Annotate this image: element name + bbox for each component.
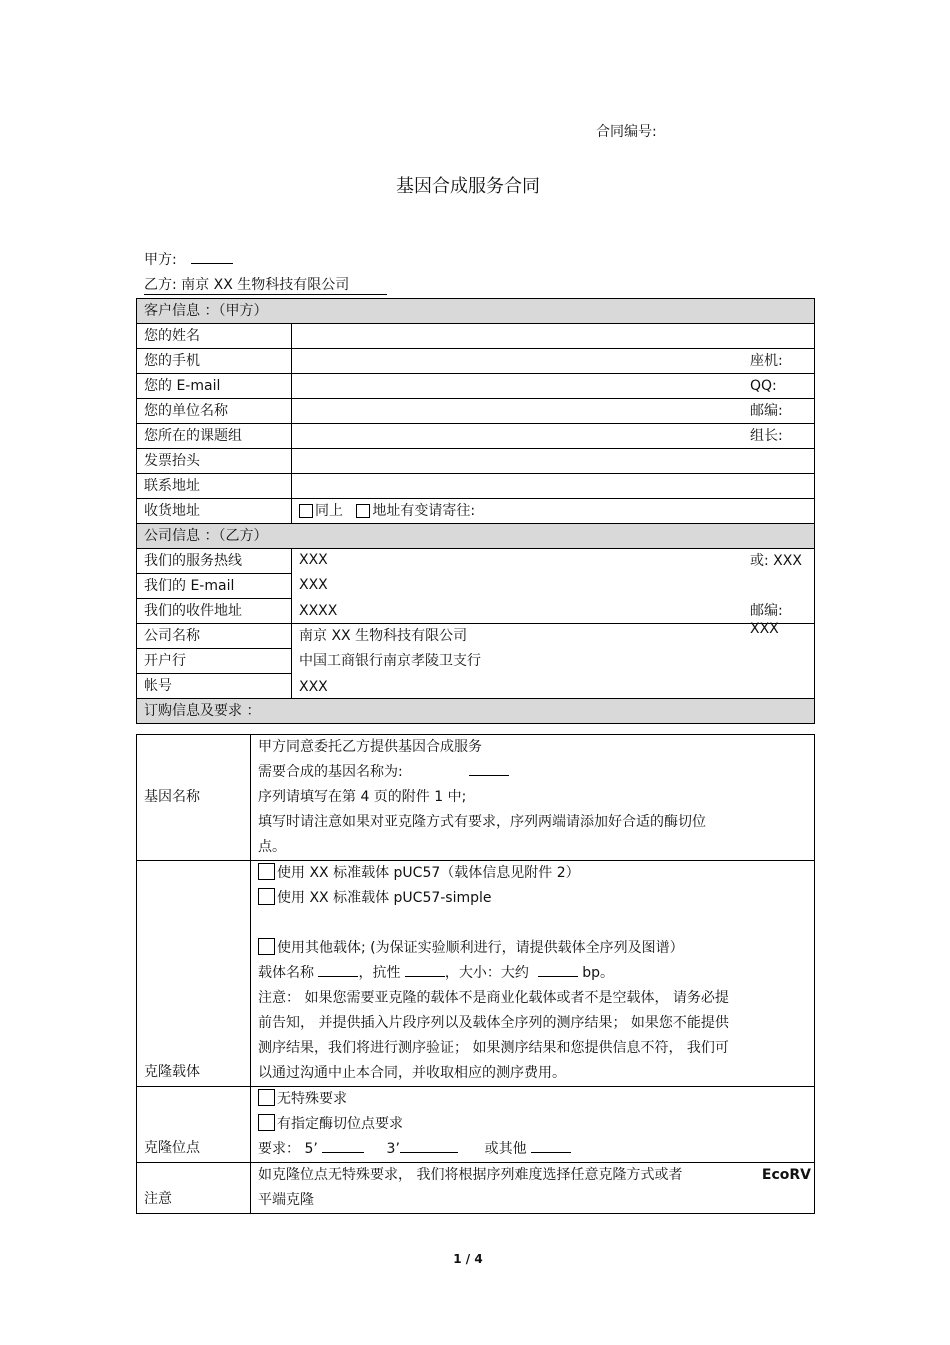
changed-address-checkbox[interactable] bbox=[356, 504, 370, 518]
vector-line-2: 使用 XX 标准载体 pUC57-simple bbox=[258, 886, 814, 911]
shipping-address-options bbox=[292, 499, 815, 524]
size-blank[interactable] bbox=[538, 964, 578, 977]
leader-label: 组长: bbox=[750, 428, 783, 444]
gene-name-label: 基因名称 bbox=[137, 735, 251, 861]
changed-address-label: 地址有变请寄往: bbox=[372, 503, 476, 519]
order-table bbox=[136, 734, 815, 1214]
vector-line-7: 测序结果，我们将进行测序验证； 如果测序结果和您提供信息不符， 我们可 bbox=[258, 1040, 729, 1056]
vector-spacer bbox=[258, 911, 814, 936]
company-name-label: 公司名称 bbox=[137, 624, 292, 649]
party-a-label: 甲方: bbox=[144, 252, 177, 268]
site-line-3: 要求： 5’ 3’ 或其他 bbox=[258, 1137, 814, 1162]
site-line-1: 无特殊要求 bbox=[258, 1087, 814, 1112]
customer-email-label: 您的 E-mail bbox=[137, 374, 292, 399]
postcode-label: 邮编: bbox=[750, 403, 783, 419]
gene-name-content bbox=[251, 735, 815, 861]
note-line-1: 如克隆位点无特殊要求， 我们将根据序列难度选择任意克隆方式或者 EcoRV bbox=[258, 1163, 814, 1188]
no-requirement-checkbox[interactable] bbox=[258, 1089, 275, 1106]
customer-group-label: 您所在的课题组 bbox=[137, 424, 292, 449]
vector-line-5: 注意： 如果您需要亚克隆的载体不是商业化载体或者不是空载体， 请务必提 bbox=[258, 990, 729, 1006]
company-address-label: 我们的收件地址 bbox=[137, 599, 292, 624]
company-section-header: 公司信息 ：（乙方） bbox=[137, 524, 815, 549]
party-a bbox=[144, 249, 233, 269]
cloning-site-content bbox=[251, 1087, 815, 1163]
shipping-address-label: 收货地址 bbox=[137, 499, 292, 524]
vector-name-blank[interactable] bbox=[318, 964, 358, 977]
standard-vector-checkbox[interactable] bbox=[258, 863, 275, 880]
landline-label: 座机: bbox=[750, 353, 783, 369]
company-bank-values bbox=[292, 624, 815, 699]
order-section-header: 订购信息及要求 ： bbox=[137, 699, 815, 724]
hotline-value: XXX bbox=[299, 552, 328, 568]
vector-line-4: 载体名称 ，抗性 ，大小：大约 bp。 bbox=[258, 965, 615, 981]
page-title: 基因合成服务合同 bbox=[396, 176, 540, 197]
gene-line-3: 序列请填写在第 4 页的附件 1 中; bbox=[258, 789, 467, 805]
cloning-site-label: 克隆位点 bbox=[137, 1087, 251, 1163]
customer-unit-label: 您的单位名称 bbox=[137, 399, 292, 424]
contact-address-field[interactable] bbox=[292, 474, 815, 499]
customer-unit-field[interactable] bbox=[292, 399, 815, 424]
enzyme-site-checkbox[interactable] bbox=[258, 1114, 275, 1131]
gene-line-4: 填写时请注意如果对亚克隆方式有要求，序列两端请添加好合适的酶切位 bbox=[258, 814, 706, 830]
company-email-label: 我们的 E-mail bbox=[137, 574, 292, 599]
account-value: XXX bbox=[299, 679, 328, 695]
site-5-blank[interactable] bbox=[322, 1140, 364, 1153]
contact-address-label: 联系地址 bbox=[137, 474, 292, 499]
same-address-checkbox[interactable] bbox=[299, 504, 313, 518]
note-line-2: 平端克隆 bbox=[258, 1192, 314, 1208]
vector-line-6: 前告知， 并提供插入片段序列以及载体全序列的测序结果； 如果您不能提供 bbox=[258, 1015, 729, 1031]
invoice-title-label: 发票抬头 bbox=[137, 449, 292, 474]
vector-line-8: 以通过沟通中止本合同，并收取相应的测序费用。 bbox=[258, 1065, 566, 1081]
gene-line-1: 甲方同意委托乙方提供基因合成服务 bbox=[258, 739, 482, 755]
note-content bbox=[251, 1163, 815, 1214]
resistance-blank[interactable] bbox=[405, 964, 445, 977]
customer-name-field[interactable] bbox=[292, 324, 815, 349]
customer-group-field[interactable] bbox=[292, 424, 815, 449]
page-number: 1 / 4 bbox=[453, 1252, 483, 1266]
party-b-underline bbox=[144, 294, 387, 295]
vector-line-1: 使用 XX 标准载体 pUC57（载体信息见附件 2） bbox=[258, 861, 814, 886]
party-a-blank[interactable] bbox=[191, 253, 233, 264]
hotline-alt: 或: XXX bbox=[750, 553, 802, 569]
contract-number-label: 合同编号: bbox=[596, 124, 657, 140]
note-ecorv: EcoRV bbox=[761, 1167, 811, 1183]
note-label: 注意 bbox=[137, 1163, 251, 1214]
site-line-2: 有指定酶切位点要求 bbox=[258, 1112, 814, 1137]
gene-line-5: 点。 bbox=[258, 839, 286, 855]
same-address-label: 同上 bbox=[315, 503, 343, 519]
company-email-value: XXX bbox=[299, 577, 328, 593]
customer-email-field[interactable] bbox=[292, 374, 815, 399]
party-b: 乙方: 南京 XX 生物科技有限公司 bbox=[144, 277, 350, 293]
info-table bbox=[136, 298, 815, 724]
company-postcode: 邮编: XXX bbox=[750, 603, 783, 637]
company-address-value: XXXX bbox=[299, 603, 338, 619]
bank-value: 中国工商银行南京孝陵卫支行 bbox=[299, 653, 481, 669]
vector-line-3: 使用其他载体; (为保证实验顺利进行，请提供载体全序列及图谱） bbox=[258, 936, 814, 961]
site-other-blank[interactable] bbox=[531, 1140, 571, 1153]
vector-label: 克隆载体 bbox=[137, 861, 251, 1087]
customer-phone-field[interactable] bbox=[292, 349, 815, 374]
account-label: 帐号 bbox=[137, 674, 292, 699]
other-vector-checkbox[interactable] bbox=[258, 938, 275, 955]
customer-name-label: 您的姓名 bbox=[137, 324, 292, 349]
customer-section-header: 客户信息 ：（甲方） bbox=[137, 299, 815, 324]
vector-content bbox=[251, 861, 815, 1087]
site-3-blank[interactable] bbox=[400, 1140, 458, 1153]
simple-vector-checkbox[interactable] bbox=[258, 888, 275, 905]
gene-line-2: 需要合成的基因名称为: bbox=[258, 760, 814, 785]
qq-label: QQ: bbox=[750, 378, 777, 394]
bank-label: 开户行 bbox=[137, 649, 292, 674]
company-name-value: 南京 XX 生物科技有限公司 bbox=[299, 628, 468, 644]
customer-phone-label: 您的手机 bbox=[137, 349, 292, 374]
hotline-label: 我们的服务热线 bbox=[137, 549, 292, 574]
gene-name-blank[interactable] bbox=[469, 763, 509, 776]
invoice-title-field[interactable] bbox=[292, 449, 815, 474]
